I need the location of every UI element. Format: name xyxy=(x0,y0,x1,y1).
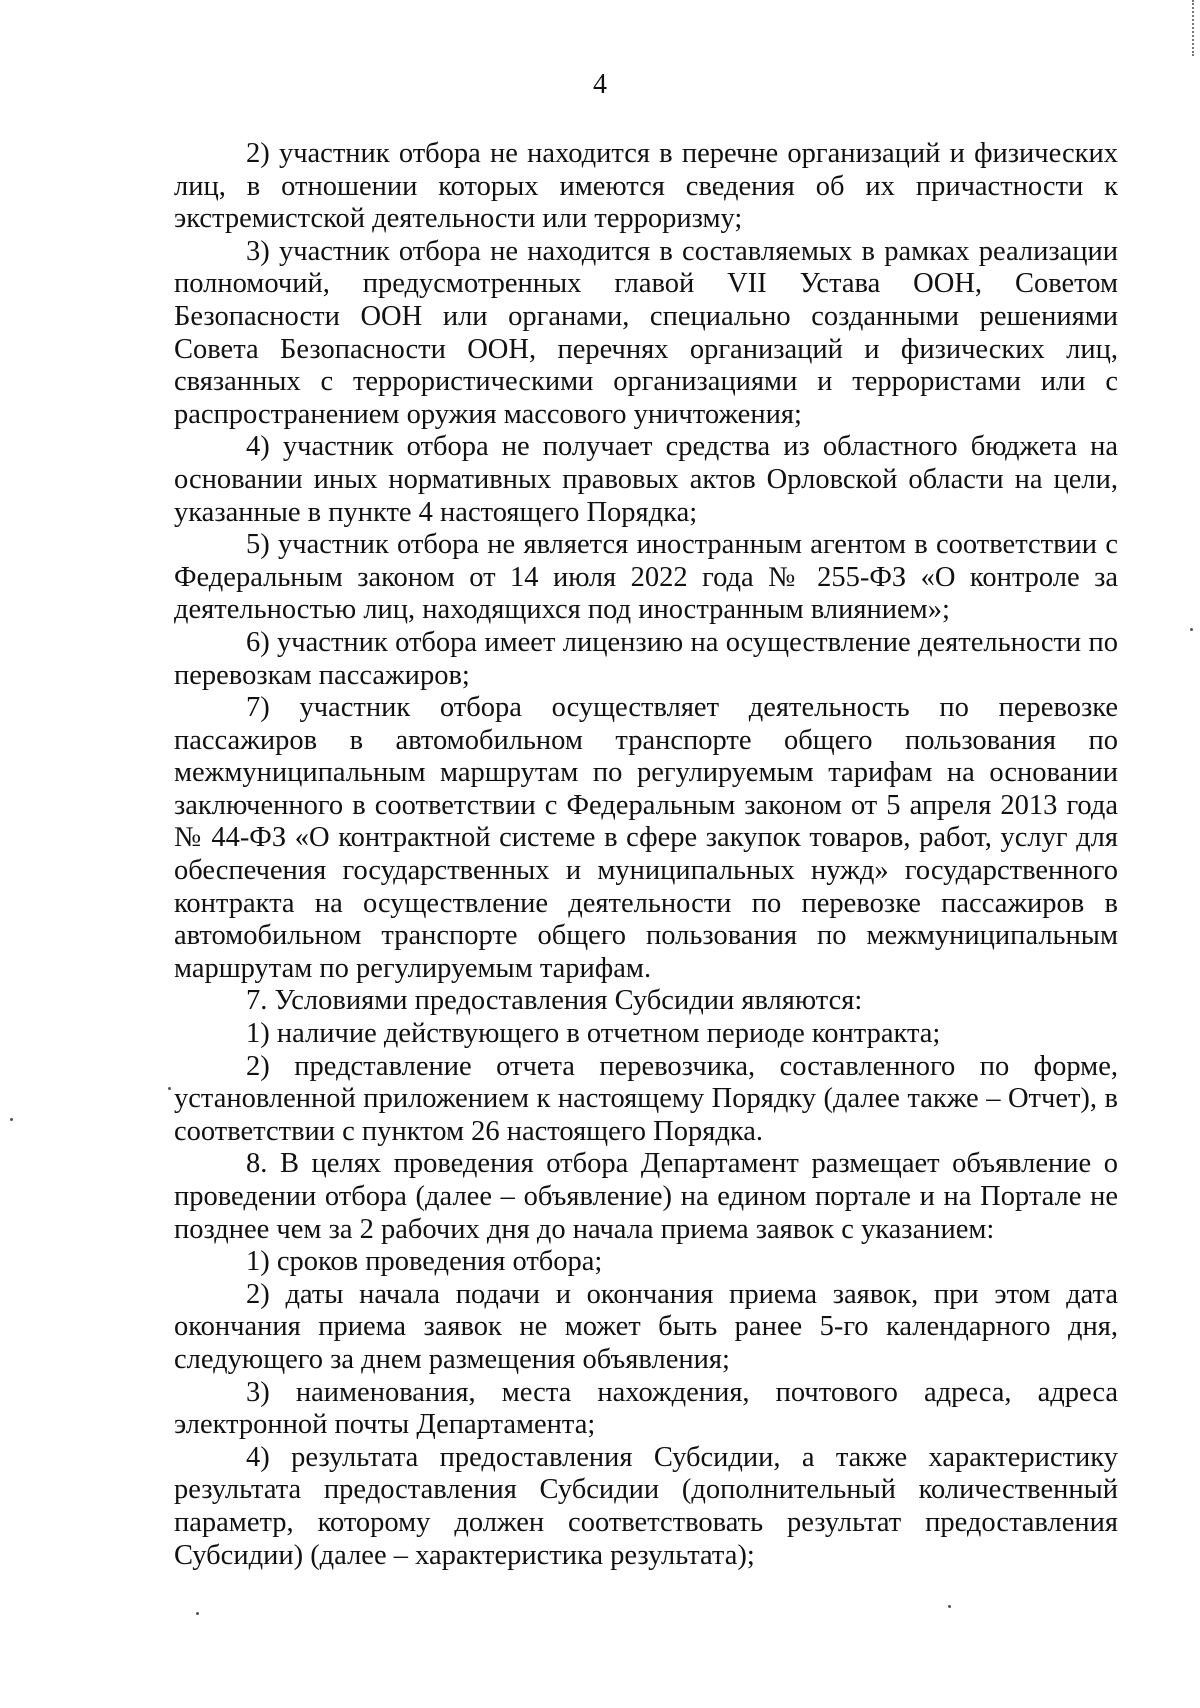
scan-speck xyxy=(10,1118,13,1121)
paragraph-item-2-extremism: 2) участник отбора не находится в перечне организаций и физических лиц, в отношении которых имеются сведения об их причастности к экстремистской деятельности или терроризму; xyxy=(174,138,1118,235)
paragraph-announcement-4-result: 4) результата предоставления Субсидии, а также характеристику результата предоставления Субсидии (дополнительный количественный параметр, которому должен соответствовать результат предоставления Субсидии) (далее – характеристика результата); xyxy=(174,1441,1118,1571)
scan-speck xyxy=(168,1087,171,1090)
paragraph-announcement-3-address: 3) наименования, места нахождения, почтового адреса, адреса электронной почты Департамента; xyxy=(174,1376,1118,1441)
paragraph-section-7-conditions: 7. Условиями предоставления Субсидии являются: xyxy=(246,985,863,1017)
paragraph-condition-2-report: 2) представление отчета перевозчика, составленного по форме, установленной приложением к настоящему Порядку (далее также – Отчет), в соответствии с пунктом 26 настоящего Порядка. xyxy=(174,1050,1118,1147)
scan-speck xyxy=(948,1605,951,1608)
document-body xyxy=(174,138,1118,1572)
paragraph-announcement-2-dates: 2) даты начала подачи и окончания приема заявок, при этом дата окончания приема заявок не может быть ранее 5-го календарного дня, следующего за днем размещения объявления; xyxy=(174,1278,1118,1375)
paragraph-item-6-license: 6) участник отбора имеет лицензию на осуществление деятельности по перевозкам пассажиров; xyxy=(174,626,1118,691)
page-number: 4 xyxy=(593,69,607,100)
scan-speck xyxy=(196,1612,199,1615)
scan-edge-mark xyxy=(1192,0,1196,56)
paragraph-announcement-1-terms: 1) сроков проведения отбора; xyxy=(246,1246,603,1278)
paragraph-item-3-un-lists: 3) участник отбора не находится в составляемых в рамках реализации полномочий, предусмотренных главой VII Устава ООН, Советом Безопасности ООН или органами, специально созданными решениями Совета Безопасности ООН, перечнях организаций и физических лиц, связанных с террористическими организациями и террористами или с распространением оружия массового уничтожения; xyxy=(174,235,1118,430)
paragraph-item-7-transport-activity: 7) участник отбора осуществляет деятельность по перевозке пассажиров в автомобильном транспорте общего пользования по межмуниципальным маршрутам по регулируемым тарифам на основании заключенного в соответствии с Федеральным законом от 5 апреля 2013 года № 44-ФЗ «О контрактной системе в сфере закупок товаров, работ, услуг для обеспечения государственных и муниципальных нужд» государственного контракта на осуществление деятельности по перевозке пассажиров в автомобильном транспорте общего пользования по межмуниципальным маршрутам по регулируемым тарифам. xyxy=(174,692,1118,984)
scan-speck xyxy=(1190,628,1193,631)
paragraph-item-4-regional-budget: 4) участник отбора не получает средства из областного бюджета на основании иных нормативных правовых актов Орловской области на цели, указанные в пункте 4 настоящего Порядка; xyxy=(174,431,1118,528)
paragraph-item-5-foreign-agent: 5) участник отбора не является иностранным агентом в соответствии с Федеральным законом от 14 июля 2022 года № 255-ФЗ «О контроле за деятельностью лиц, находящихся под иностранным влиянием»; xyxy=(174,529,1118,626)
paragraph-section-8-announcement: 8. В целях проведения отбора Департамент размещает объявление о проведении отбора (далее – объявление) на едином портале и на Портале не позднее чем за 2 рабочих дня до начала приема заявок с указанием: xyxy=(174,1148,1118,1245)
paragraph-condition-1-contract: 1) наличие действующего в отчетном периоде контракта; xyxy=(246,1018,941,1050)
